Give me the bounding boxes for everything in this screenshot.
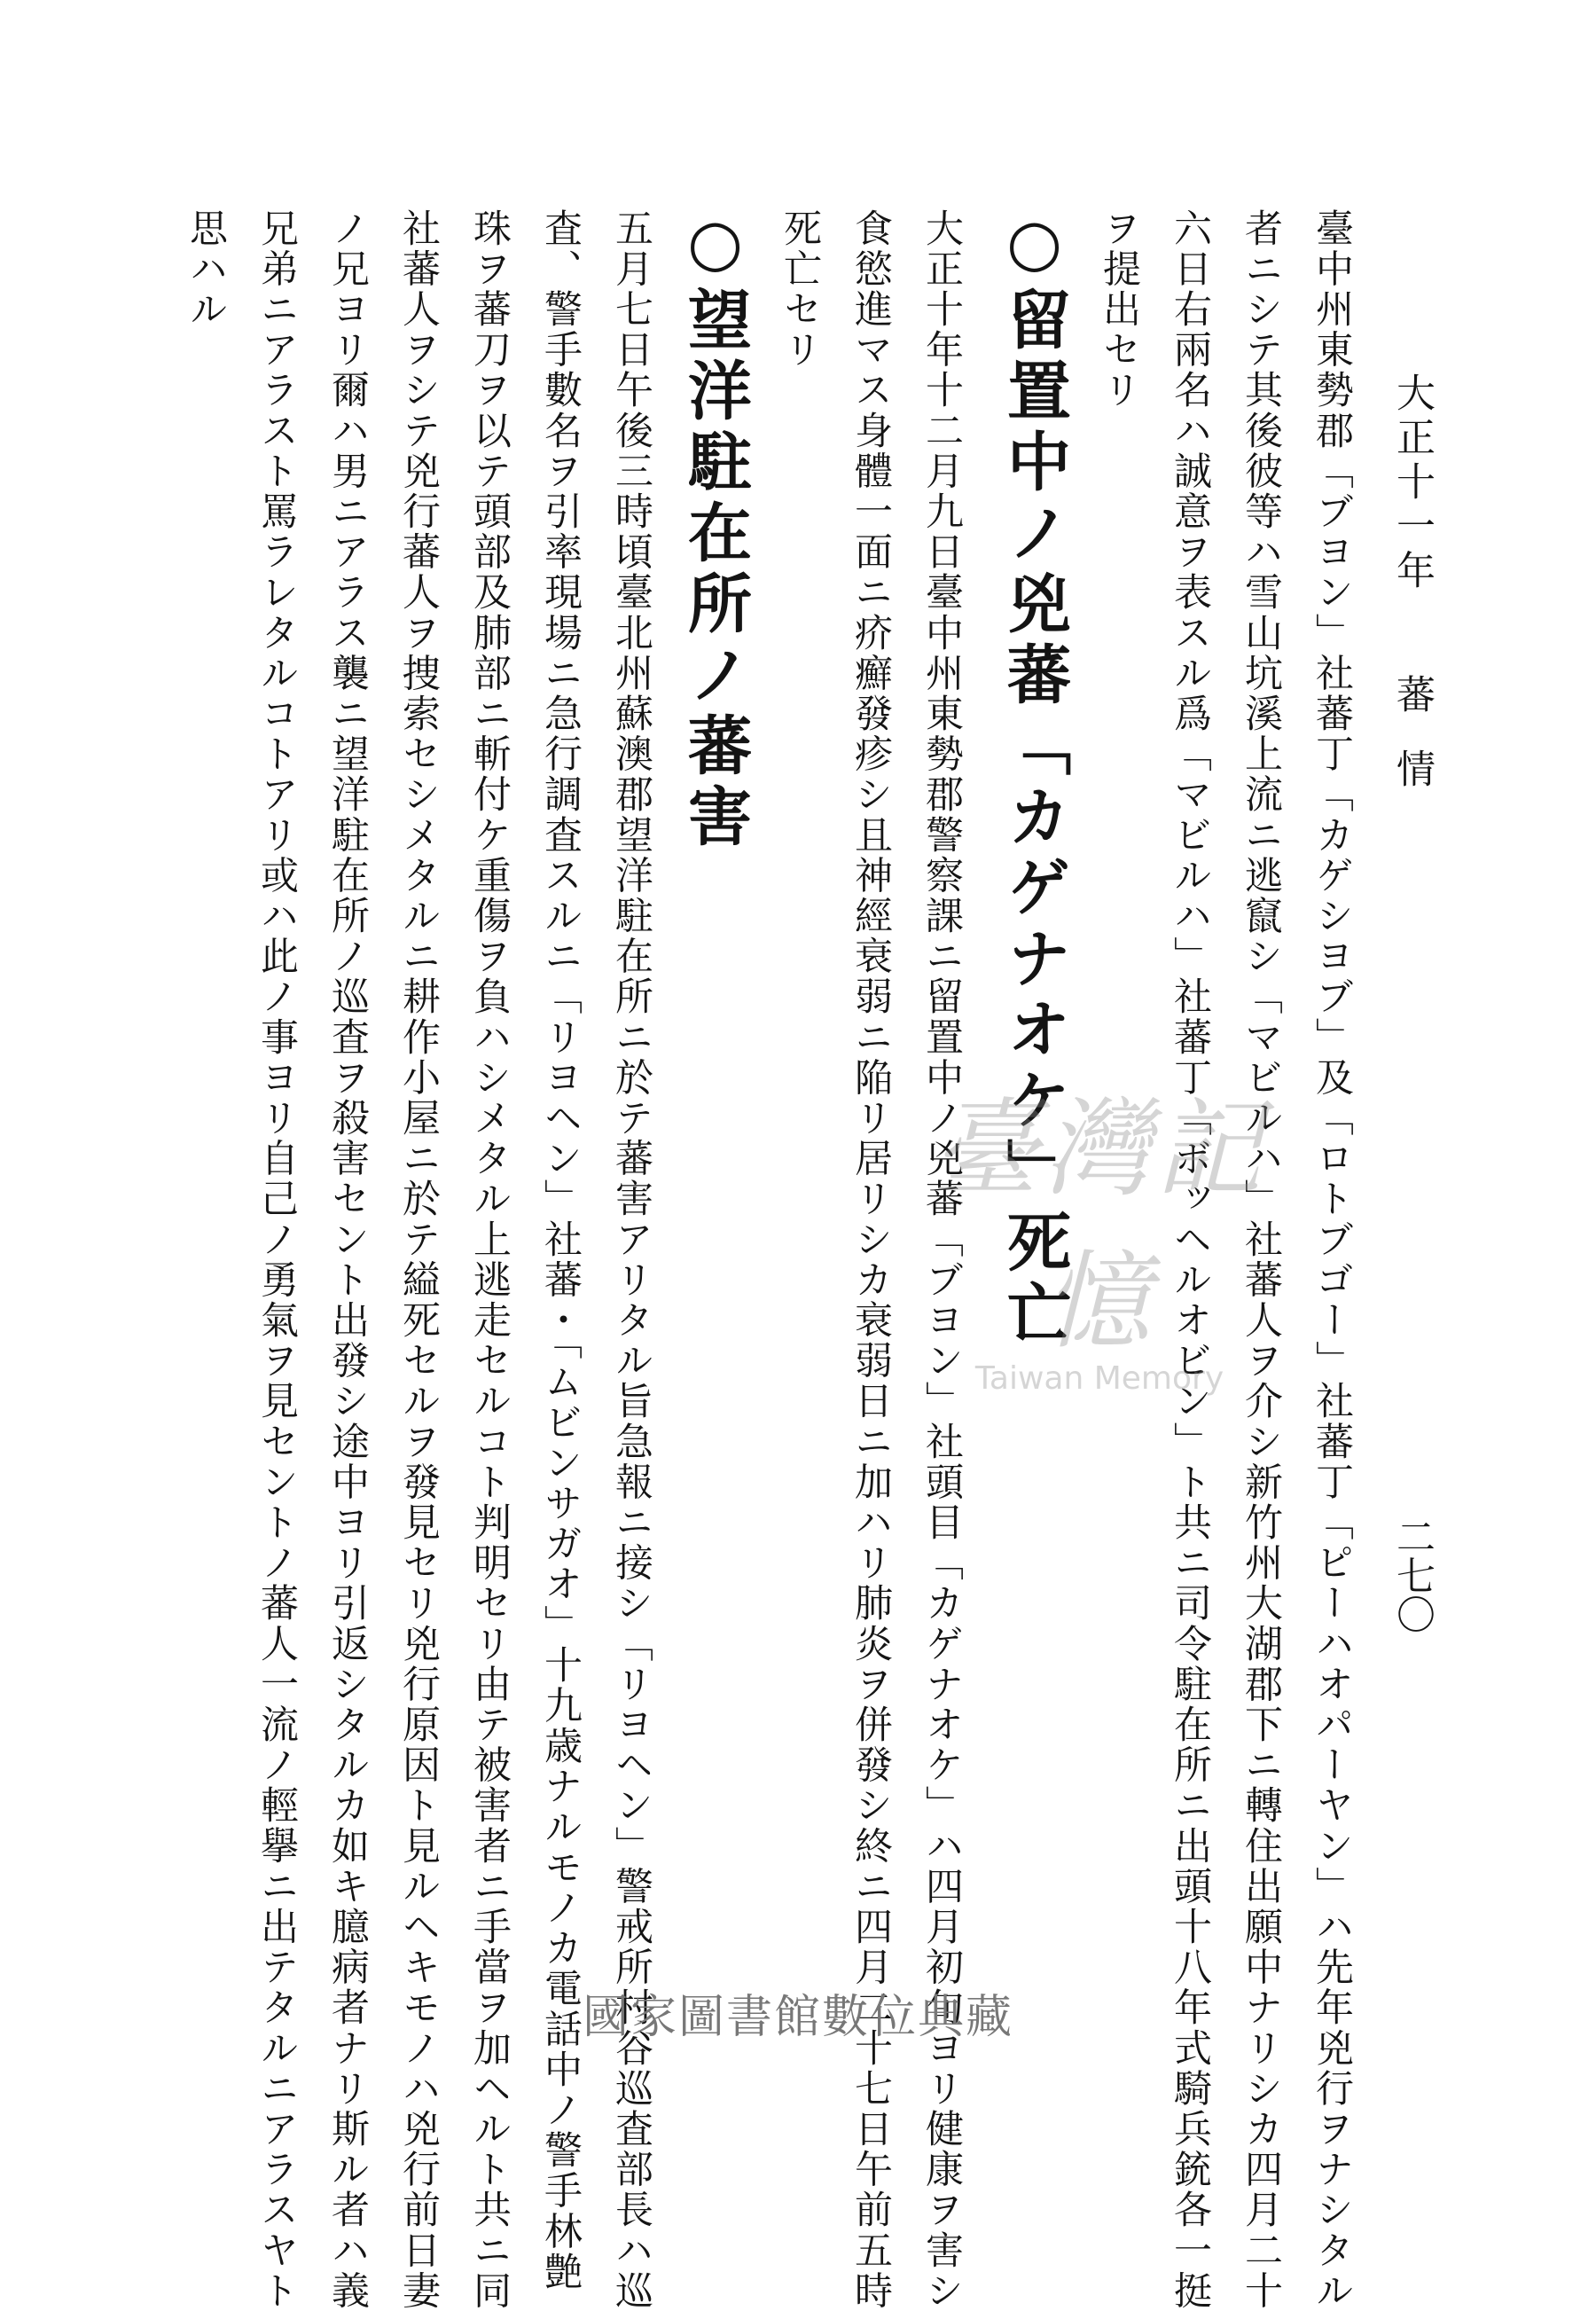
section-heading: ○望洋駐在所ノ蕃害 [677,204,753,854]
footer-credit: 國家圖書館數位典藏 [582,1991,1013,2044]
text-column: 兄弟ニアラスト罵ラレタルコトアリ或ハ此ノ事ヨリ自己ノ勇氣ヲ見セントノ蕃人一流ノ輕擧ニ出テタルニアラスヤト [254,208,299,2311]
page-number: 二七〇 [1389,1516,1435,1633]
text-column: 六日右兩名ハ誠意ヲ表スル爲「マビルハ」社蕃丁「ボッヘルオビン」ト共ニ司令駐在所ニ出頭十八年式騎兵銃各一挺 [1168,208,1212,2311]
text-column: ノ兄ヨリ爾ハ男ニアラス襲ニ望洋駐在所ノ巡査ヲ殺害セント出發シ途中ヨリ引返シタルカ如キ臆病者ナリ斯ル者ハ義 [325,208,370,2311]
watermark-logo [931,1064,1268,1397]
text-column: 珠ヲ蕃刀ヲ以テ頭部及肺部ニ斬付ケ重傷ヲ負ハシメタル上逃走セルコト判明セリ由テ被害者ニ手當ヲ加ヘルト共ニ同 [467,208,512,2311]
text-column: 社蕃人ヲシテ兇行蕃人ヲ捜索セシメタルニ耕作小屋ニ於テ縊死セルヲ發見セリ兇行原因ト見ルヘキモノハ兇行前日妻 [396,208,441,2311]
header-title: 大正十一年 [1389,372,1435,594]
text-column: 死亡セリ [778,208,822,371]
text-column: 五月七日午後三時頃臺北州蘇澳郡望洋駐在所ニ於テ蕃害アリタル旨急報ニ接シ「リヨヘン」警戒所村谷巡査部長ハ巡 [609,208,653,2311]
header-section: 蕃情 [1389,674,1435,823]
text-column: 者ニシテ其後彼等ハ雪山坑溪上流ニ逃竄シ「マビルハ」社蕃人ヲ介シ新竹州大湖郡下ニ轉住出願中ナリシカ四月二十 [1239,208,1283,2311]
text-column: 思ハル [184,208,228,330]
text-column: 大正十年十二月九日臺中州東勢郡警察課ニ留置中ノ兇蕃「ブヨン」社頭目「カゲナオケ」ハ四月初旬ヨリ健康ヲ害シ [919,208,964,2311]
text-column: 査、警手數名ヲ引率現場ニ急行調査スルニ「リヨヘン」社蕃・「ムビンサガオ」十九歳ナルモノカ電話中ノ警手林艶 [538,208,583,2292]
watermark-main: 臺灣記憶 [932,1088,1267,1364]
section-heading: ○留置中ノ兇蕃「カゲナオケ」死亡 [997,204,1072,1351]
text-column: 食慾進マス身體一面ニ疥癬發疹シ且神經衰弱ニ陥リ居リシカ衰弱日ニ加ハリ肺炎ヲ併發シ終ニ四月二十七日午前五時 [849,208,893,2311]
text-column: ヲ提出セリ [1097,208,1141,411]
watermark-sub: Taiwan Memory [974,1360,1224,1397]
text-column: 臺中州東勢郡「ブヨン」社蕃丁「カゲシヨブ」及「ロトブゴー」社蕃丁「ピーハオパーヤン」ハ先年兇行ヲナシタル [1310,208,1354,2311]
